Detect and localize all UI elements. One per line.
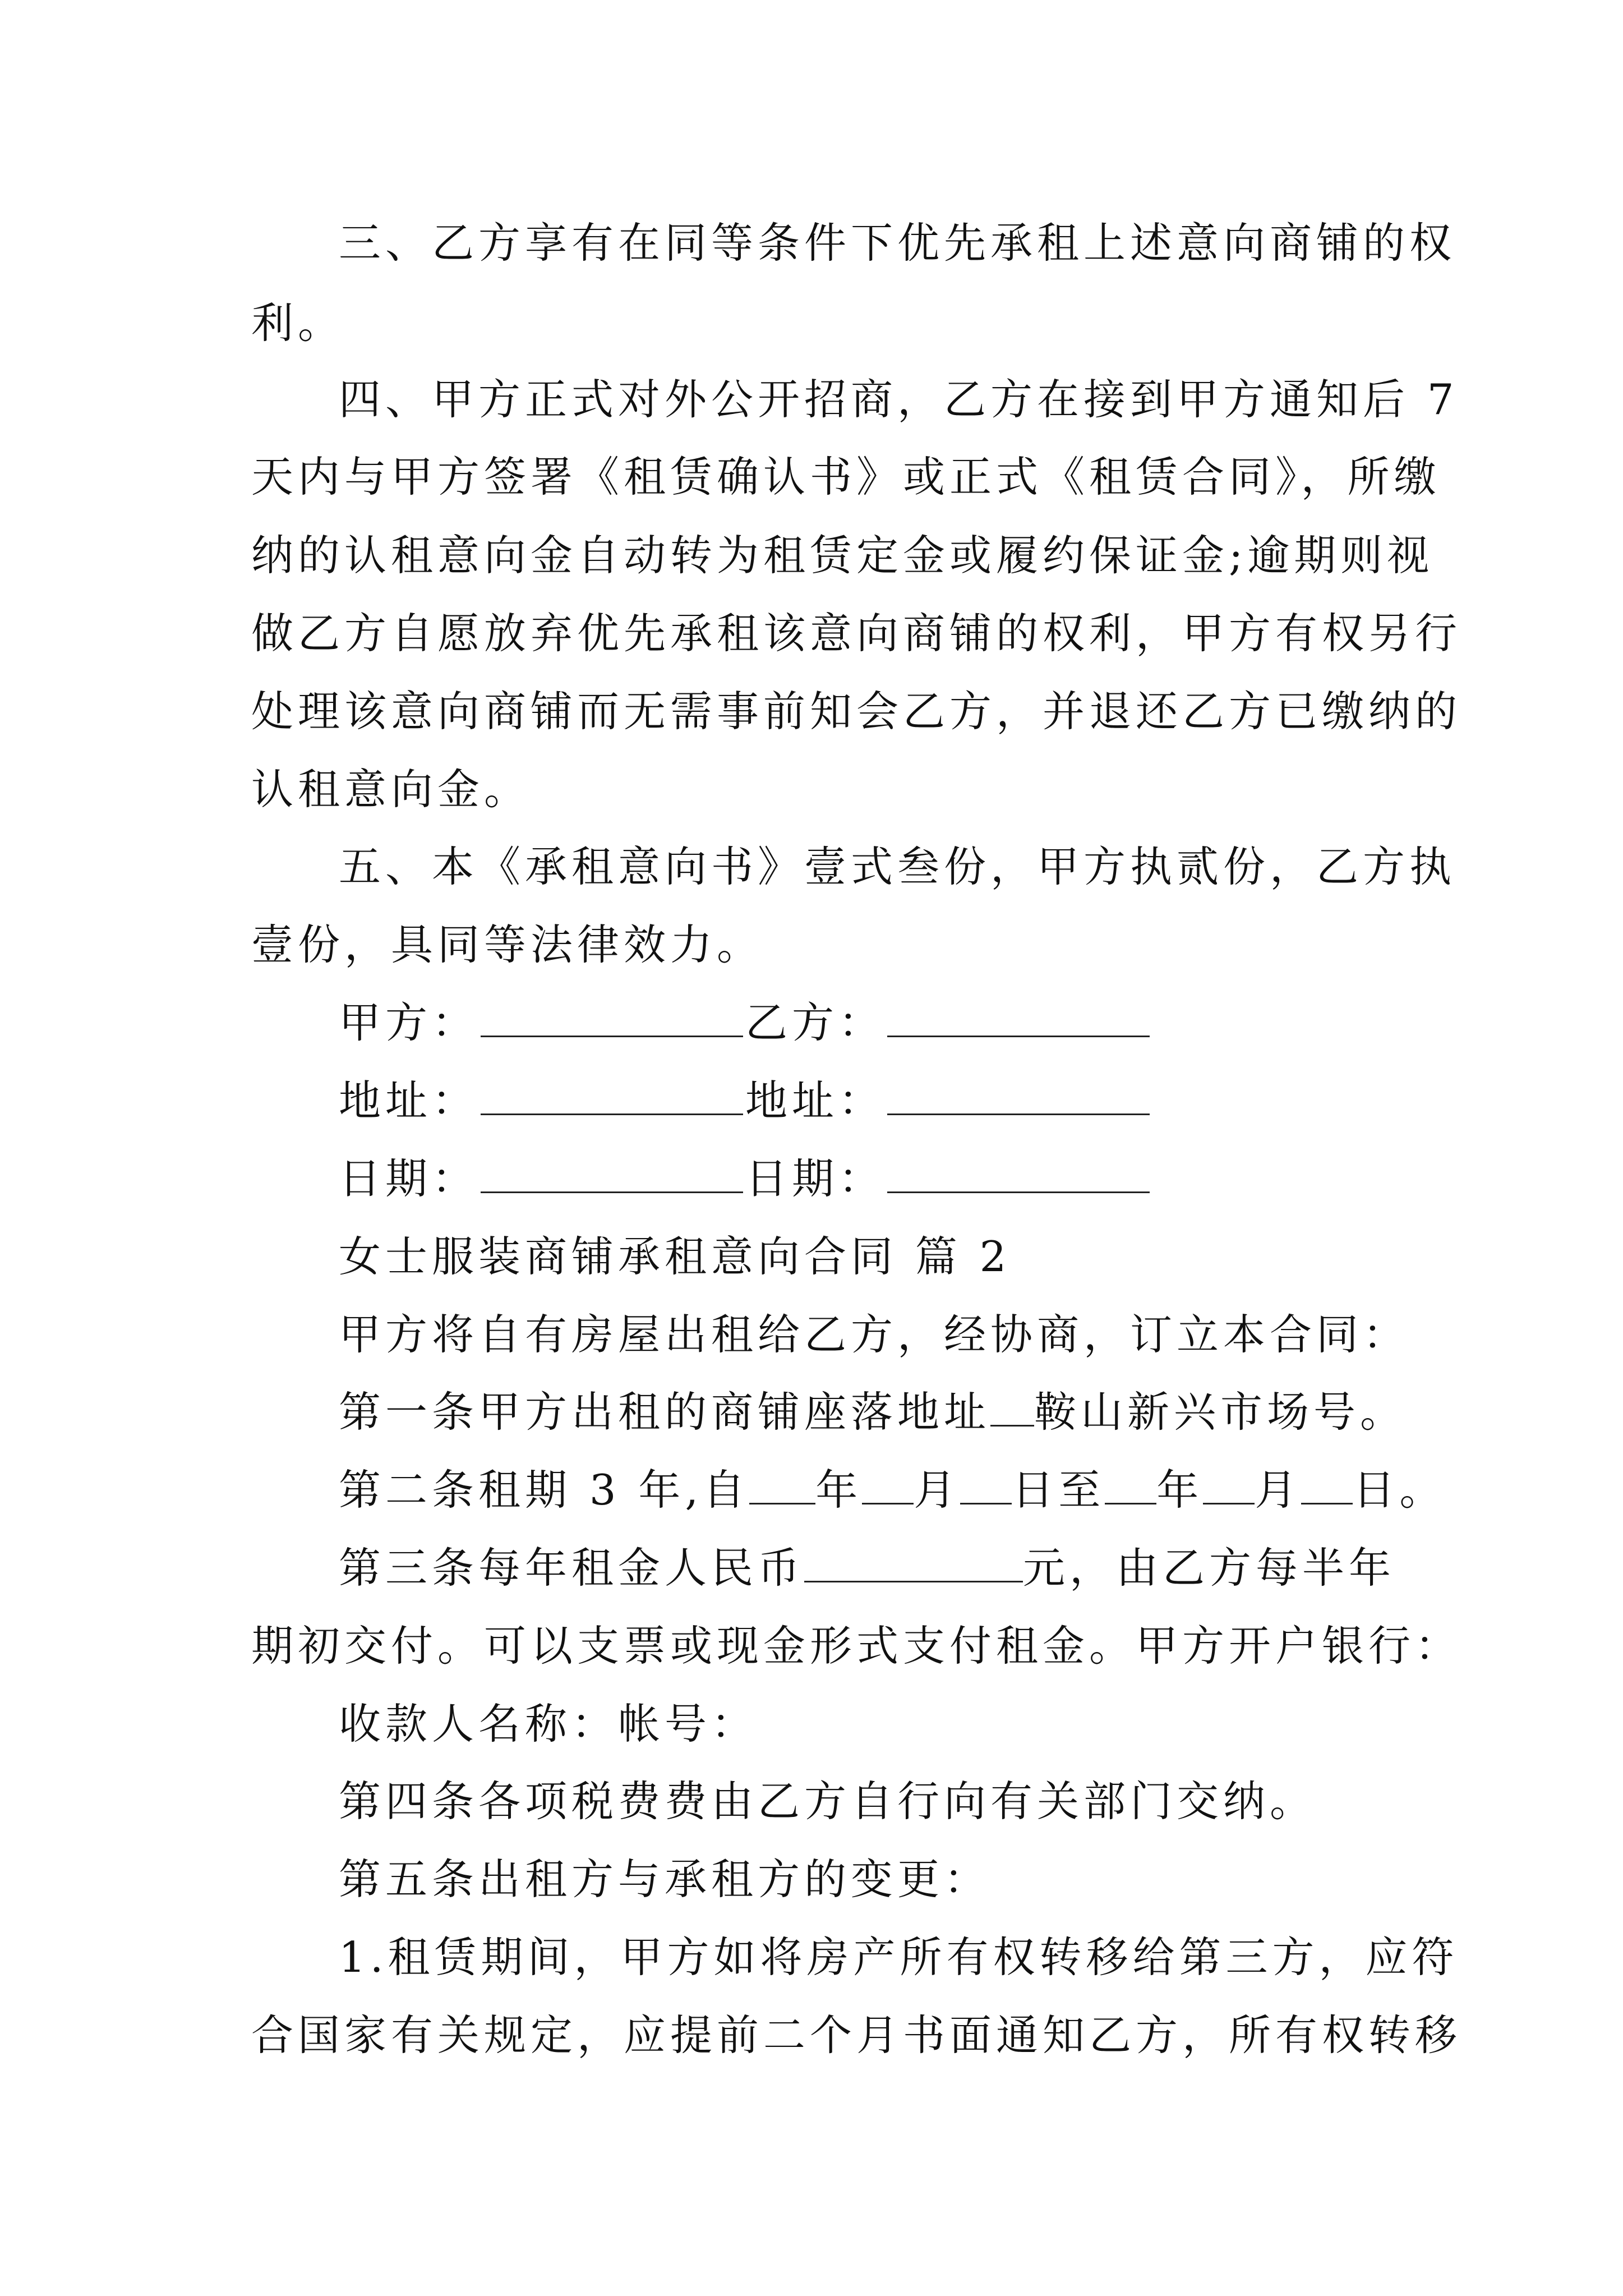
article-3-line-1 (339, 1540, 1395, 1596)
article-2-text: 第二条租期 3 年,自 (339, 1465, 750, 1515)
party-a-blank (481, 999, 743, 1037)
signature-address-row (339, 1073, 1152, 1129)
address-a-blank (481, 1076, 743, 1115)
end-year-blank (1105, 1466, 1156, 1504)
date-b-blank (887, 1154, 1150, 1193)
clause-3-line-2: 利。 (251, 298, 345, 348)
clause-4-line-6: 认租意向金。 (251, 765, 531, 814)
section-2-intro: 甲方将自有房屋出租给乙方，经协商，订立本合同： (339, 1310, 1410, 1359)
clause-4-line-4: 做乙方自愿放弃优先承租该意向商铺的权利，甲方有权另行 (251, 609, 1462, 658)
clause-4-line-2: 天内与甲方签署《租赁确认书》或正式《租赁合同》，所缴 (251, 452, 1441, 501)
day-label-2: 日。 (1353, 1465, 1446, 1515)
month-label-1: 月 (914, 1465, 961, 1515)
article-5-item-1-line-2: 合国家有关规定，应提前二个月书面通知乙方，所有权转移 (251, 2010, 1462, 2060)
party-b-blank (887, 999, 1150, 1037)
address-b-label: 地址： (745, 1076, 886, 1125)
signature-date-row (339, 1151, 1152, 1207)
day-label-1: 日至 (1012, 1465, 1105, 1515)
article-3-line-3: 收款人名称：帐号： (339, 1699, 758, 1749)
start-month-blank (862, 1466, 914, 1504)
clause-4-line-5: 处理该意向商铺而无需事前知会乙方，并退还乙方已缴纳的 (251, 687, 1462, 736)
address-b-blank (887, 1076, 1150, 1115)
section-2-title: 女士服装商铺承租意向合同 篇 2 (339, 1232, 1011, 1281)
year-label-2: 年 (1156, 1465, 1204, 1515)
year-label-1: 年 (815, 1465, 863, 1515)
article-3-text-a: 第三条每年租金人民币 (339, 1543, 805, 1593)
article-5: 第五条出租方与承租方的变更： (339, 1855, 991, 1904)
date-a-label: 日期： (339, 1154, 479, 1203)
clause-3-line-1: 三、乙方享有在同等条件下优先承租上述意向商铺的权 (339, 218, 1456, 268)
article-2 (339, 1462, 1446, 1518)
clause-4-line-3: 纳的认租意向金自动转为租赁定金或履约保证金;逾期则视 (251, 531, 1434, 580)
start-year-blank (749, 1466, 815, 1504)
article-3-line-2: 期初交付。可以支票或现金形式支付租金。甲方开户银行： (251, 1621, 1462, 1671)
article-1 (339, 1384, 1407, 1440)
party-b-label: 乙方： (745, 998, 886, 1047)
article-5-item-1-line-1: 1.租赁期间，甲方如将房产所有权转移给第三方，应符 (339, 1932, 1459, 1982)
article-3-text-b: 元，由乙方每半年 (1023, 1543, 1396, 1593)
article-1-text-b: 鞍山新兴市场号。 (1034, 1387, 1407, 1437)
end-month-blank (1203, 1466, 1255, 1504)
address-a-label: 地址： (339, 1076, 479, 1125)
address-blank (990, 1388, 1034, 1427)
end-day-blank (1301, 1466, 1353, 1504)
clause-4-line-1: 四、甲方正式对外公开招商，乙方在接到甲方通知后 7 (339, 375, 1459, 424)
article-1-text-a: 第一条甲方出租的商铺座落地址 (339, 1387, 991, 1437)
start-day-blank (960, 1466, 1012, 1504)
month-label-2: 月 (1255, 1465, 1302, 1515)
party-a-label: 甲方： (339, 998, 479, 1047)
clause-5-line-2: 壹份，具同等法律效力。 (251, 920, 764, 969)
article-4: 第四条各项税费费由乙方自行向有关部门交纳。 (339, 1777, 1317, 1826)
date-b-label: 日期： (745, 1154, 886, 1203)
signature-party-row (339, 995, 1152, 1051)
rent-amount-blank (804, 1544, 1023, 1582)
date-a-blank (481, 1154, 743, 1193)
clause-5-line-1: 五、本《承租意向书》壹式叁份，甲方执贰份，乙方执 (339, 842, 1456, 891)
